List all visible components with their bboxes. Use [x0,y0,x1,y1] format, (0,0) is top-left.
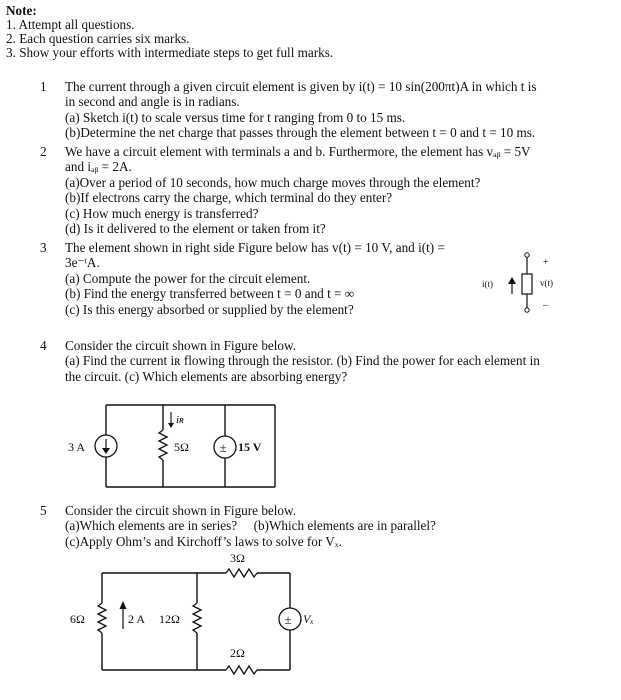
question-2 [65,144,595,236]
question-3-line: 3e⁻ᵗA. [65,255,100,271]
question-1-number: 1 [40,79,47,94]
question-2-line: (c) How much energy is transferred? [65,205,259,221]
question-5-line: (c)Apply Ohm’s and Kirchoff’s laws to solve for Vₓ. [65,533,342,549]
ir-arrowhead [168,423,174,428]
resistor-2ohm-label: 2Ω [230,646,245,660]
element-box [522,274,532,294]
voltage-source-polarity: ± [219,440,227,455]
question-2-number: 2 [40,144,47,159]
question-1-line: (a) Sketch i(t) to scale versus time for t ranging from 0 to 15 ms. [65,109,406,125]
resistor-3ohm-label: 3Ω [230,551,245,565]
question-1-line: (b)Determine the net charge that passes through the element between t = 0 and t = 10 ms. [65,125,536,141]
question-2-line: We have a circuit element with terminals a and b. Furthermore, the element has vₐᵦ = 5V [65,144,531,159]
question-4-line: (a) Find the current iʀ flowing through the resistor. (b) Find the power for each element in [65,353,540,369]
voltage-plus: + [543,257,549,268]
vx-polarity: ± [284,612,292,627]
resistor-6ohm [98,603,106,633]
question-3-line: (c) Is this energy absorbed or supplied by the element? [65,301,354,317]
question-1 [65,79,595,141]
note-item-1: 1. Attempt all questions. [6,17,135,32]
question-1-line: in second and angle is in radians. [65,94,240,110]
resistor-5ohm-label: 5Ω [174,440,189,454]
question-5-line: Consider the circuit shown in Figure below. [65,503,296,518]
current-source-2a-label: 2 A [128,612,146,626]
question-5-number: 5 [40,503,47,518]
voltage-minus: – [543,300,548,311]
ir-label: iʀ [176,414,184,426]
voltage-source-label: 15 V [238,440,262,454]
question-3-line: (b) Find the energy transferred between t = 0 and t = ∞ [65,286,355,302]
current-source-2a-arrowhead [120,601,127,609]
question-5 [65,503,595,549]
element-current-label: i(t) [482,279,493,289]
resistor-3ohm [226,569,257,577]
note-item-3: 3. Show your efforts with intermediate steps to get full marks. [6,45,334,60]
note-item-2: 2. Each question carries six marks. [6,31,190,46]
question-5-line: (a)Which elements are in series? (b)Which elements are in parallel? [65,518,436,534]
current-source-label: 3 A [68,440,86,454]
question-2-line: (d) Is it delivered to the element or taken from it? [65,221,326,237]
question-4 [65,338,595,384]
resistor-2ohm [226,666,257,674]
question-4-line: the circuit. (c) Which elements are absorbing energy? [65,368,348,384]
question-1-line: The current through a given circuit element is given by i(t) = 10 sin(200πt)A in which t is [65,79,537,94]
question-2-line: (a)Over a period of 10 seconds, how much charge moves through the element? [65,174,481,190]
terminal-top [525,253,529,257]
terminal-bottom [525,308,529,312]
question-2-line: (b)If electrons carry the charge, which terminal do they enter? [65,190,393,206]
question-3-number: 3 [40,240,47,255]
vx-label: Vₓ [303,612,314,626]
circuit-q4 [60,395,290,495]
question-2-line: and iₐᵦ = 2A. [65,159,132,175]
question-3-line: (a) Compute the power for the circuit element. [65,270,311,286]
note-title: Note: [6,3,37,18]
question-3-line: The element shown in right side Figure below has v(t) = 10 V, and i(t) = [65,240,445,255]
resistor-12ohm-label: 12Ω [159,612,180,626]
resistor-5ohm [159,430,167,460]
circuit-q5 [60,545,360,695]
element-figure [480,250,580,315]
element-voltage-label: v(t) [540,278,553,288]
resistor-12ohm [193,603,201,633]
current-arrowhead [508,277,516,284]
question-4-line: Consider the circuit shown in Figure below. [65,338,296,353]
resistor-6ohm-label: 6Ω [70,612,85,626]
question-4-number: 4 [40,338,47,353]
